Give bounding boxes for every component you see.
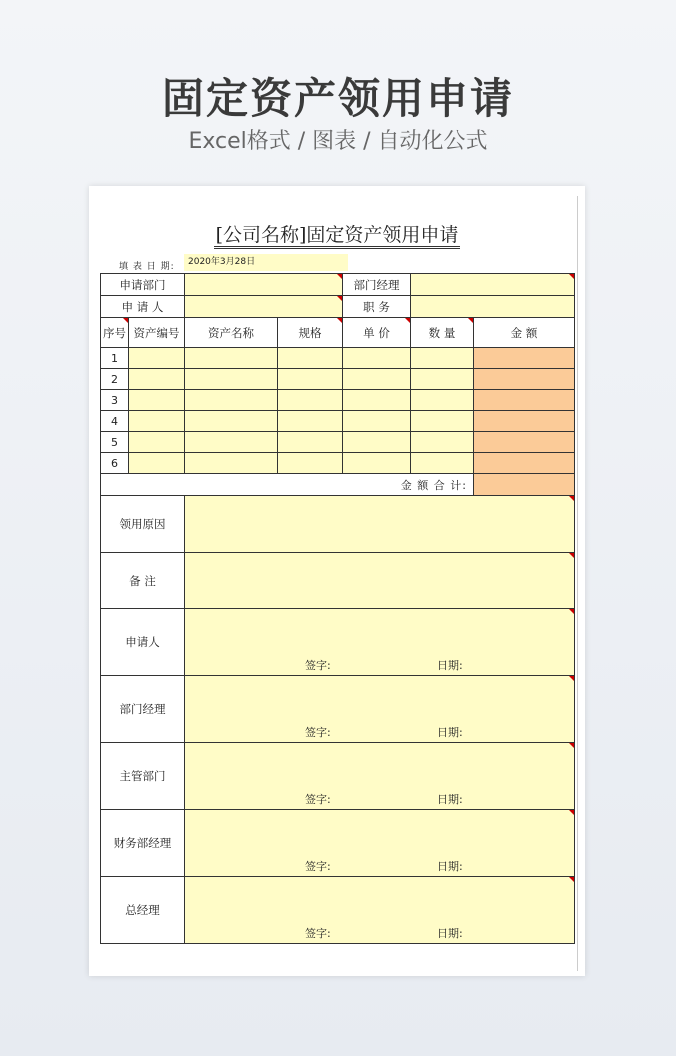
page-title: 固定资产领用申请 <box>161 74 514 123</box>
amount-cell <box>474 390 575 411</box>
asset-name-cell[interactable] <box>185 453 278 474</box>
total-amount-cell <box>474 474 575 496</box>
sign-date-label: 日期: <box>437 927 463 940</box>
unit-price-cell[interactable] <box>343 411 411 432</box>
asset-name-cell[interactable] <box>185 432 278 453</box>
reason-label: 领用原因 <box>101 496 185 553</box>
spec-cell[interactable] <box>278 348 343 369</box>
asset-no-cell[interactable] <box>129 390 185 411</box>
approval-label-applicant: 申请人 <box>101 609 185 676</box>
unit-price-cell[interactable] <box>343 390 411 411</box>
unit-price-cell[interactable] <box>343 432 411 453</box>
total-label: 金 额 合 计: <box>101 474 474 496</box>
spec-cell[interactable] <box>278 390 343 411</box>
row-index: 6 <box>101 453 129 474</box>
form-title-text: [公司名称]固定资产领用申请 <box>214 224 461 249</box>
sign-date-label: 日期: <box>437 659 463 672</box>
table-row <box>101 348 575 369</box>
remark-label: 备 注 <box>101 553 185 609</box>
apply-dept-field[interactable] <box>185 274 343 296</box>
table-row <box>101 390 575 411</box>
spec-cell[interactable] <box>278 453 343 474</box>
amount-cell <box>474 411 575 432</box>
col-header-index: 序号 <box>101 318 129 348</box>
row-index: 4 <box>101 411 129 432</box>
amount-cell <box>474 453 575 474</box>
col-header-asset-name: 资产名称 <box>185 318 278 348</box>
approval-label-general-manager: 总经理 <box>101 877 185 944</box>
sign-date-label: 日期: <box>437 793 463 806</box>
quantity-cell[interactable] <box>411 390 474 411</box>
sign-date-label: 日期: <box>437 860 463 873</box>
col-header-spec: 规格 <box>278 318 343 348</box>
page-subtitle: Excel格式 / 图表 / 自动化公式 <box>188 129 488 154</box>
date-field[interactable]: 2020年3月28日 <box>184 254 348 271</box>
asset-name-cell[interactable] <box>185 390 278 411</box>
unit-price-cell[interactable] <box>343 453 411 474</box>
table-row <box>101 432 575 453</box>
table-row <box>101 369 575 390</box>
spec-cell[interactable] <box>278 432 343 453</box>
asset-no-cell[interactable] <box>129 432 185 453</box>
quantity-cell[interactable] <box>411 369 474 390</box>
sign-label: 签字: <box>305 927 331 940</box>
asset-no-cell[interactable] <box>129 348 185 369</box>
amount-cell <box>474 432 575 453</box>
table-row <box>101 453 575 474</box>
position-field[interactable] <box>411 296 575 318</box>
remark-field[interactable] <box>185 553 575 609</box>
asset-name-cell[interactable] <box>185 348 278 369</box>
quantity-cell[interactable] <box>411 432 474 453</box>
spec-cell[interactable] <box>278 369 343 390</box>
sign-label: 签字: <box>305 793 331 806</box>
applicant-label: 申 请 人 <box>101 296 185 318</box>
sheet-edge <box>577 196 578 971</box>
col-header-unit-price: 单 价 <box>343 318 411 348</box>
reason-field[interactable] <box>185 496 575 553</box>
asset-name-cell[interactable] <box>185 411 278 432</box>
approval-label-supervisor-dept: 主管部门 <box>101 743 185 810</box>
approval-field-finance-manager[interactable] <box>185 810 575 877</box>
form-sheet <box>89 186 585 976</box>
apply-dept-label: 申请部门 <box>101 274 185 296</box>
quantity-cell[interactable] <box>411 453 474 474</box>
row-index: 2 <box>101 369 129 390</box>
row-index: 5 <box>101 432 129 453</box>
table-row <box>101 411 575 432</box>
asset-no-cell[interactable] <box>129 411 185 432</box>
asset-no-cell[interactable] <box>129 369 185 390</box>
sign-label: 签字: <box>305 726 331 739</box>
spec-cell[interactable] <box>278 411 343 432</box>
row-index: 3 <box>101 390 129 411</box>
quantity-cell[interactable] <box>411 348 474 369</box>
dept-manager-field[interactable] <box>411 274 575 296</box>
approval-field-supervisor-dept[interactable] <box>185 743 575 810</box>
unit-price-cell[interactable] <box>343 369 411 390</box>
approval-label-dept-manager: 部门经理 <box>101 676 185 743</box>
sign-label: 签字: <box>305 860 331 873</box>
sign-label: 签字: <box>305 659 331 672</box>
sign-date-label: 日期: <box>437 726 463 739</box>
approval-field-dept-manager[interactable] <box>185 676 575 743</box>
applicant-field[interactable] <box>185 296 343 318</box>
approval-field-applicant[interactable] <box>185 609 575 676</box>
row-index: 1 <box>101 348 129 369</box>
approval-field-general-manager[interactable] <box>185 877 575 944</box>
unit-price-cell[interactable] <box>343 348 411 369</box>
position-label: 职 务 <box>343 296 411 318</box>
col-header-asset-no: 资产编号 <box>129 318 185 348</box>
col-header-quantity: 数 量 <box>411 318 474 348</box>
amount-cell <box>474 348 575 369</box>
asset-no-cell[interactable] <box>129 453 185 474</box>
form-table <box>100 273 575 944</box>
dept-manager-label: 部门经理 <box>343 274 411 296</box>
date-label: 填 表 日 期: <box>119 262 175 272</box>
amount-cell <box>474 369 575 390</box>
approval-label-finance-manager: 财务部经理 <box>101 810 185 877</box>
col-header-amount: 金 额 <box>474 318 575 348</box>
asset-name-cell[interactable] <box>185 369 278 390</box>
quantity-cell[interactable] <box>411 411 474 432</box>
form-title <box>89 220 585 247</box>
